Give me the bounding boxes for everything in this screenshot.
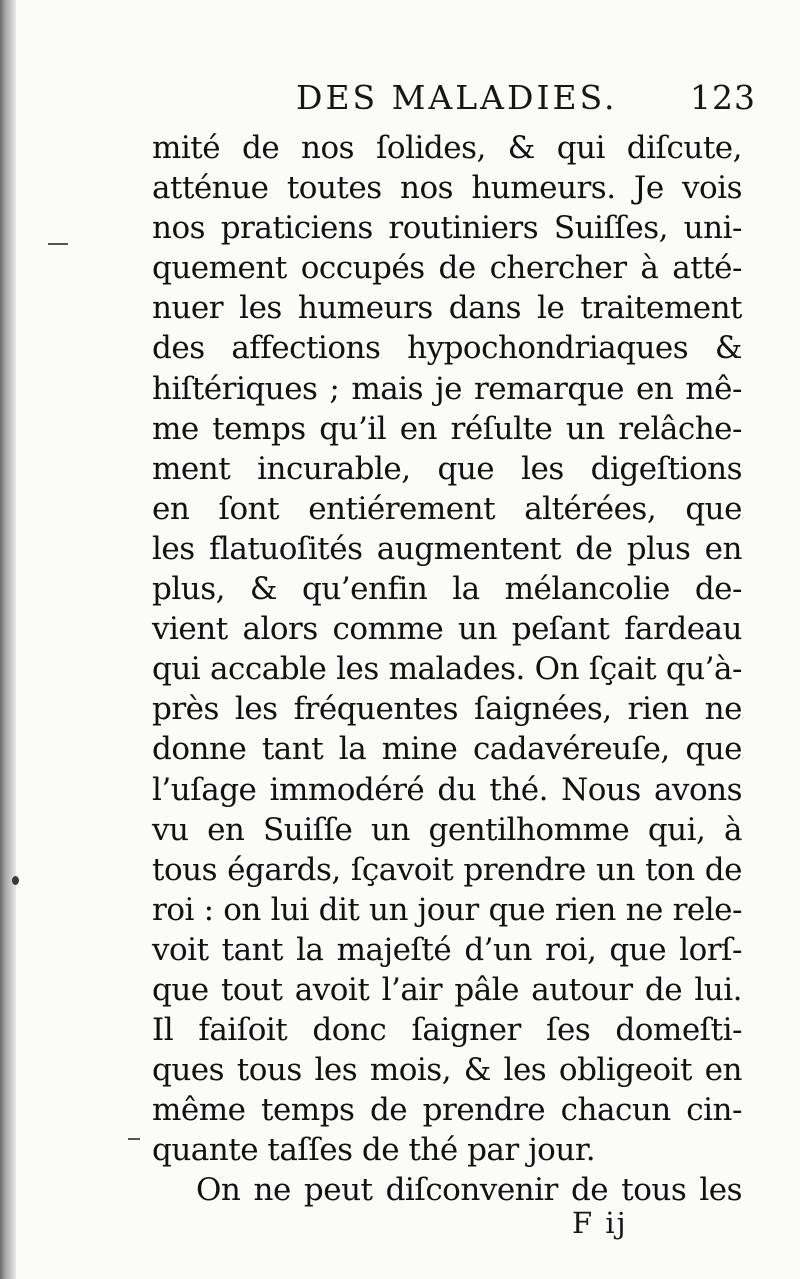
text-line: nos praticiens routiniers Suiſſes, uni- — [152, 210, 742, 247]
body-text — [152, 128, 742, 1211]
text-line: donne tant la mine cadavéreuſe, que — [152, 731, 742, 768]
next-paragraph-line: On ne peut diſconvenir de tous les — [196, 1172, 742, 1209]
text-line: tous égards, ſçavoit prendre un ton de — [152, 851, 742, 888]
text-line: mité de nos ſolides, & qui diſcute, — [152, 130, 742, 166]
running-head — [296, 78, 766, 128]
text-line: en ſont entiérement altérées, que — [152, 490, 742, 527]
text-line: atténue toutes nos humeurs. Je vois — [152, 170, 742, 207]
ink-speck — [12, 876, 19, 885]
text-line: vient alors comme un peſant fardeau — [152, 611, 742, 648]
text-line: vu en Suiſſe un gentilhomme qui, à — [152, 811, 742, 848]
text-line: roi : on lui dit un jour que rien ne rele- — [152, 891, 742, 928]
text-line: me temps qu’il en réſulte un relâche- — [152, 410, 742, 447]
text-line: quement occupés de chercher à atté- — [152, 250, 742, 287]
text-line: nuer les humeurs dans le traitement — [152, 290, 742, 327]
text-line: que tout avoit l’air pâle autour de lui. — [152, 971, 742, 1008]
page-number: 123 — [690, 78, 756, 117]
margin-mark — [128, 1138, 140, 1140]
text-line: hiſtériques ; mais je remarque en mê- — [152, 370, 742, 407]
text-line: même temps de prendre chacun cin- — [152, 1092, 742, 1129]
signature-mark: F ij — [572, 1206, 628, 1240]
text-line: plus, & qu’enfin la mélancolie de- — [152, 571, 742, 608]
text-line: qui accable les malades. On ſçait qu’à- — [152, 651, 742, 688]
running-head-title: DES MALADIES. — [296, 78, 618, 117]
margin-mark — [48, 243, 68, 245]
text-line: ques tous les mois, & les obligeoit en — [152, 1052, 742, 1089]
text-line: voit tant la majeſté d’un roi, que lorſ- — [152, 931, 742, 968]
paragraph-last-line: quante taſſes de thé par jour. — [152, 1132, 596, 1169]
text-line: Il faiſoit donc ſaigner ſes domeſti- — [152, 1012, 742, 1049]
text-line: des affections hypochondriaques & — [152, 330, 742, 367]
text-line: les flatuoſités augmentent de plus en — [152, 530, 742, 567]
text-line: l’uſage immodéré du thé. Nous avons — [152, 771, 742, 808]
page-gutter-shadow — [0, 0, 16, 1279]
text-line: près les fréquentes ſaignées, rien ne — [152, 691, 742, 728]
text-line: ment incurable, que les digeſtions — [152, 450, 742, 487]
